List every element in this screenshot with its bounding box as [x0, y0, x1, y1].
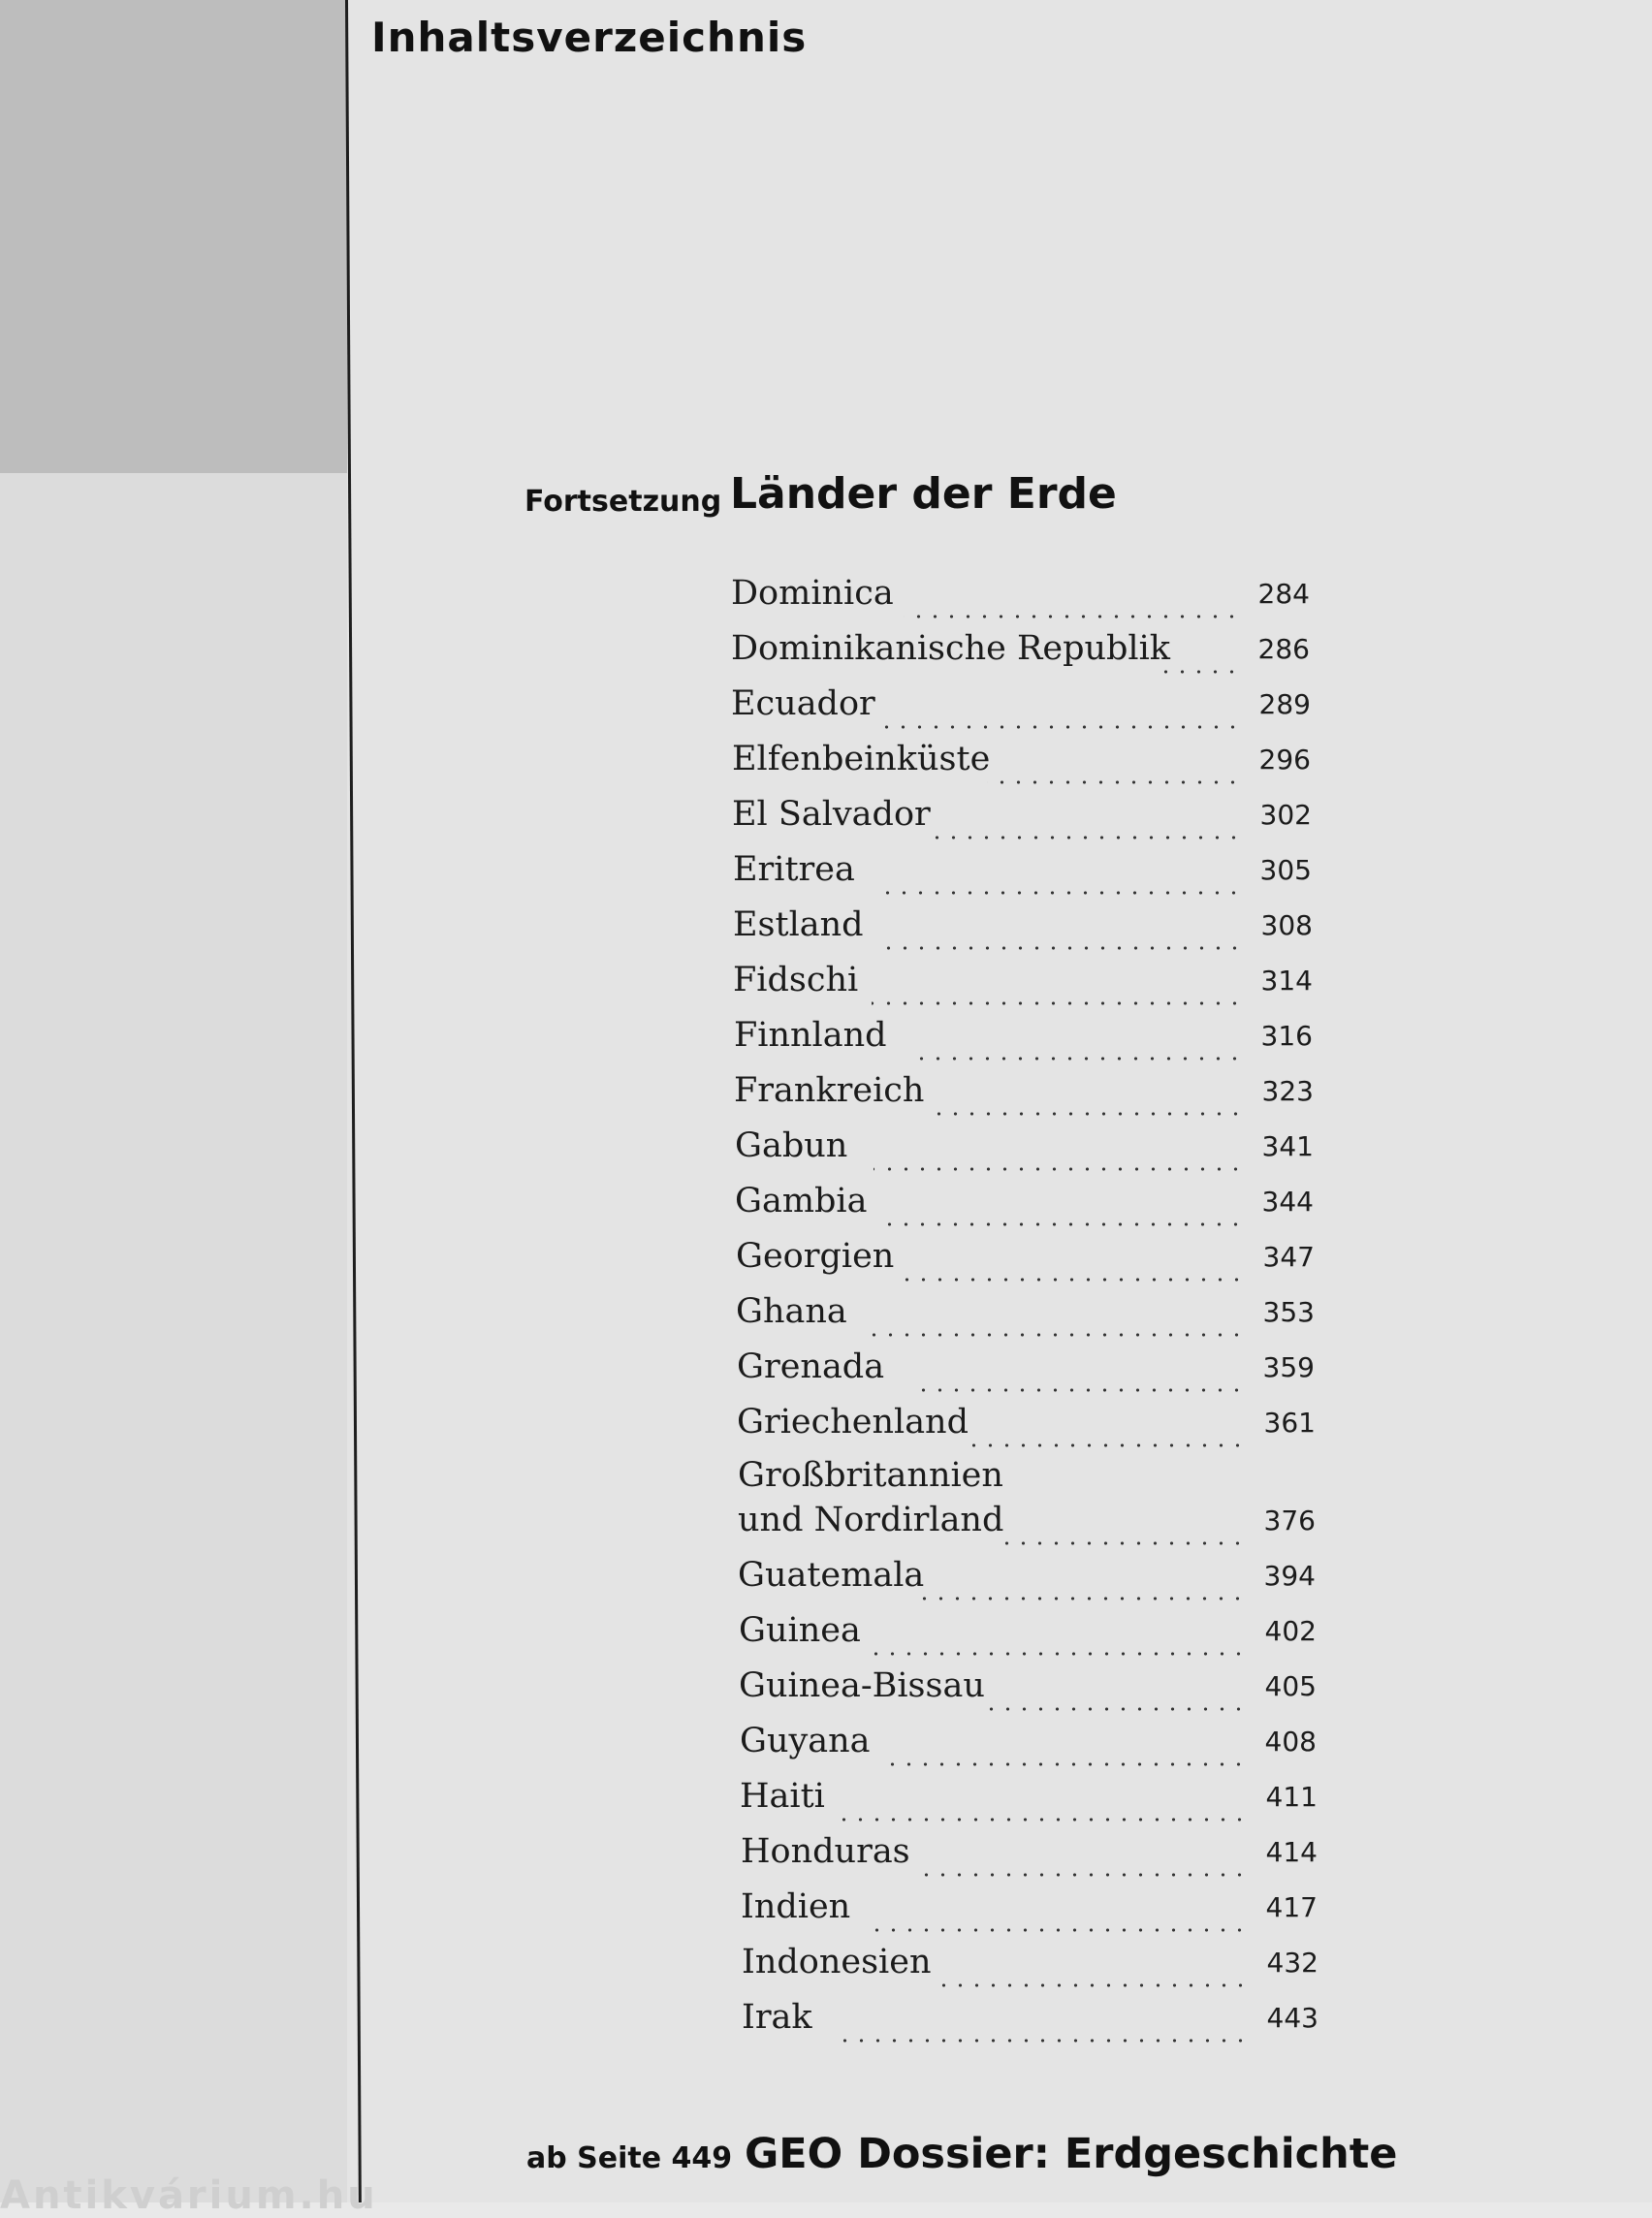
dot-leader: [972, 1443, 1246, 1447]
toc-page-number: 308: [1260, 909, 1313, 941]
dot-leader: [868, 1652, 1247, 1656]
toc-page-number: 341: [1261, 1130, 1314, 1162]
toc-entry: [733, 961, 1313, 1015]
toc-page-number: 302: [1259, 799, 1312, 831]
toc-entry: [731, 574, 1310, 628]
toc-entry-name: Ghana: [736, 1292, 847, 1331]
toc-page-number: 408: [1264, 1726, 1317, 1758]
toc-entry-name: Grenada: [737, 1347, 885, 1386]
dot-leader: [884, 725, 1241, 729]
dot-leader: [886, 946, 1243, 950]
toc-entry: [742, 1998, 1318, 2052]
toc-entry: [733, 905, 1313, 960]
dot-leader: [913, 1873, 1248, 1877]
toc-entry-name: Finnland: [734, 1016, 887, 1055]
dot-leader: [1002, 1541, 1246, 1545]
toc-entry: [737, 1403, 1316, 1457]
dot-leader: [840, 1818, 1248, 1822]
dot-leader: [874, 1167, 1244, 1171]
toc-entry-name: Estland: [733, 905, 864, 944]
toc-entry: [741, 1832, 1318, 1886]
toc-page-number: 394: [1263, 1560, 1316, 1592]
toc-entry: [741, 1887, 1318, 1942]
dot-leader: [989, 1707, 1247, 1711]
toc-entry-name-line2: und Nordirland: [738, 1501, 1004, 1539]
toc-entry-name: Honduras: [741, 1832, 910, 1871]
toc-entry-name: Eritrea: [733, 850, 855, 889]
dot-leader: [938, 1983, 1249, 1987]
dot-leader: [929, 836, 1242, 840]
toc-entry-name: Frankreich: [734, 1071, 925, 1110]
toc-entry-name: Haiti: [740, 1777, 825, 1816]
toc-entry-name: Irak: [742, 1998, 812, 2037]
toc-page-number: 376: [1263, 1505, 1316, 1537]
toc-page-number: 417: [1265, 1891, 1318, 1923]
toc-entry-name: Großbritannien: [738, 1456, 1003, 1495]
dot-leader: [987, 780, 1241, 784]
toc-page-number: 323: [1261, 1075, 1314, 1107]
toc-entry: [739, 1666, 1317, 1721]
footer-title: GEO Dossier: Erdgeschichte: [745, 2130, 1398, 2178]
page-title: Inhaltsverzeichnis: [371, 14, 808, 61]
toc-entry: [732, 740, 1311, 794]
gray-block: [0, 0, 347, 473]
dot-leader: [886, 891, 1242, 895]
toc-entry: [736, 1292, 1315, 1347]
toc-entry-name: Dominikanische Republik: [731, 629, 1171, 668]
dot-leader: [883, 1762, 1247, 1766]
toc-page-number: 296: [1258, 744, 1311, 776]
section-subtitle: Fortsetzung: [524, 485, 722, 519]
toc-page-number: 347: [1262, 1241, 1315, 1273]
toc-page-number: 443: [1266, 2002, 1318, 2034]
toc-entry-name: Griechenland: [737, 1403, 969, 1442]
toc-entry-name: El Salvador: [732, 795, 931, 834]
dot-leader: [914, 1388, 1245, 1392]
toc-page-number: 289: [1258, 688, 1311, 720]
toc-entry: [735, 1126, 1314, 1181]
toc-entry: [732, 795, 1312, 849]
toc-entry: [734, 1071, 1314, 1125]
dot-leader: [870, 1333, 1245, 1337]
dot-leader: [926, 1112, 1244, 1116]
toc-entry-name: Gambia: [735, 1182, 868, 1220]
toc-page-number: 432: [1266, 1947, 1318, 1979]
dot-leader: [920, 1597, 1246, 1600]
toc-entry-name: Guyana: [740, 1722, 871, 1760]
toc-entry-name: Indonesien: [742, 1943, 932, 1981]
dot-leader: [878, 1222, 1244, 1226]
toc-entry-name: Dominica: [731, 574, 894, 613]
toc-entry: [737, 1347, 1315, 1402]
toc-entry: [738, 1456, 1316, 1555]
toc-entry: [734, 1016, 1313, 1070]
toc-entry: [740, 1777, 1318, 1831]
dot-leader: [916, 1057, 1243, 1061]
toc-page-number: 284: [1257, 578, 1310, 610]
toc-entry: [740, 1722, 1317, 1776]
toc-entry: [739, 1611, 1317, 1665]
section-title: Länder der Erde: [730, 469, 1117, 519]
toc-entry: [735, 1182, 1314, 1236]
watermark-text: Antikvárium.hu: [0, 2173, 378, 2218]
toc-entry-name: Guatemala: [738, 1556, 925, 1595]
dot-leader: [904, 1278, 1245, 1282]
toc-entry: [731, 629, 1310, 683]
toc-entry: [738, 1556, 1316, 1610]
dot-leader: [904, 615, 1240, 618]
dot-leader: [832, 2039, 1249, 2043]
toc-page-number: 361: [1263, 1407, 1316, 1439]
toc-page-number: 411: [1265, 1781, 1318, 1813]
toc-page-number: 402: [1264, 1615, 1317, 1647]
dot-leader: [872, 1001, 1243, 1005]
toc-page-number: 316: [1260, 1020, 1313, 1052]
toc-page-number: 353: [1262, 1296, 1315, 1328]
toc-entry-name: Elfenbeinküste: [732, 740, 991, 778]
dot-leader: [865, 1928, 1248, 1932]
toc-page-number: 305: [1259, 854, 1312, 886]
toc-page-number: 344: [1261, 1186, 1314, 1218]
toc-entry: [736, 1237, 1315, 1291]
toc-entry-name: Indien: [741, 1887, 851, 1926]
dot-leader: [1156, 670, 1240, 674]
toc-entry: [742, 1943, 1318, 1997]
toc-entry-name: Ecuador: [731, 684, 875, 723]
toc-page-number: 414: [1265, 1836, 1318, 1868]
footer-subtitle: ab Seite 449: [526, 2141, 733, 2175]
toc-page-number: 314: [1260, 965, 1313, 997]
toc-entry-name: Gabun: [735, 1126, 848, 1165]
toc-entry: [733, 850, 1312, 904]
toc-entry-name: Georgien: [736, 1237, 895, 1276]
toc-page-number: 286: [1257, 633, 1310, 665]
toc-entry-name: Fidschi: [733, 961, 859, 999]
toc-page-number: 405: [1264, 1670, 1317, 1702]
toc-entry-name: Guinea: [739, 1611, 861, 1650]
toc-page-number: 359: [1262, 1351, 1315, 1383]
toc-entry-name: Guinea-Bissau: [739, 1666, 985, 1705]
toc-entry: [731, 684, 1311, 739]
